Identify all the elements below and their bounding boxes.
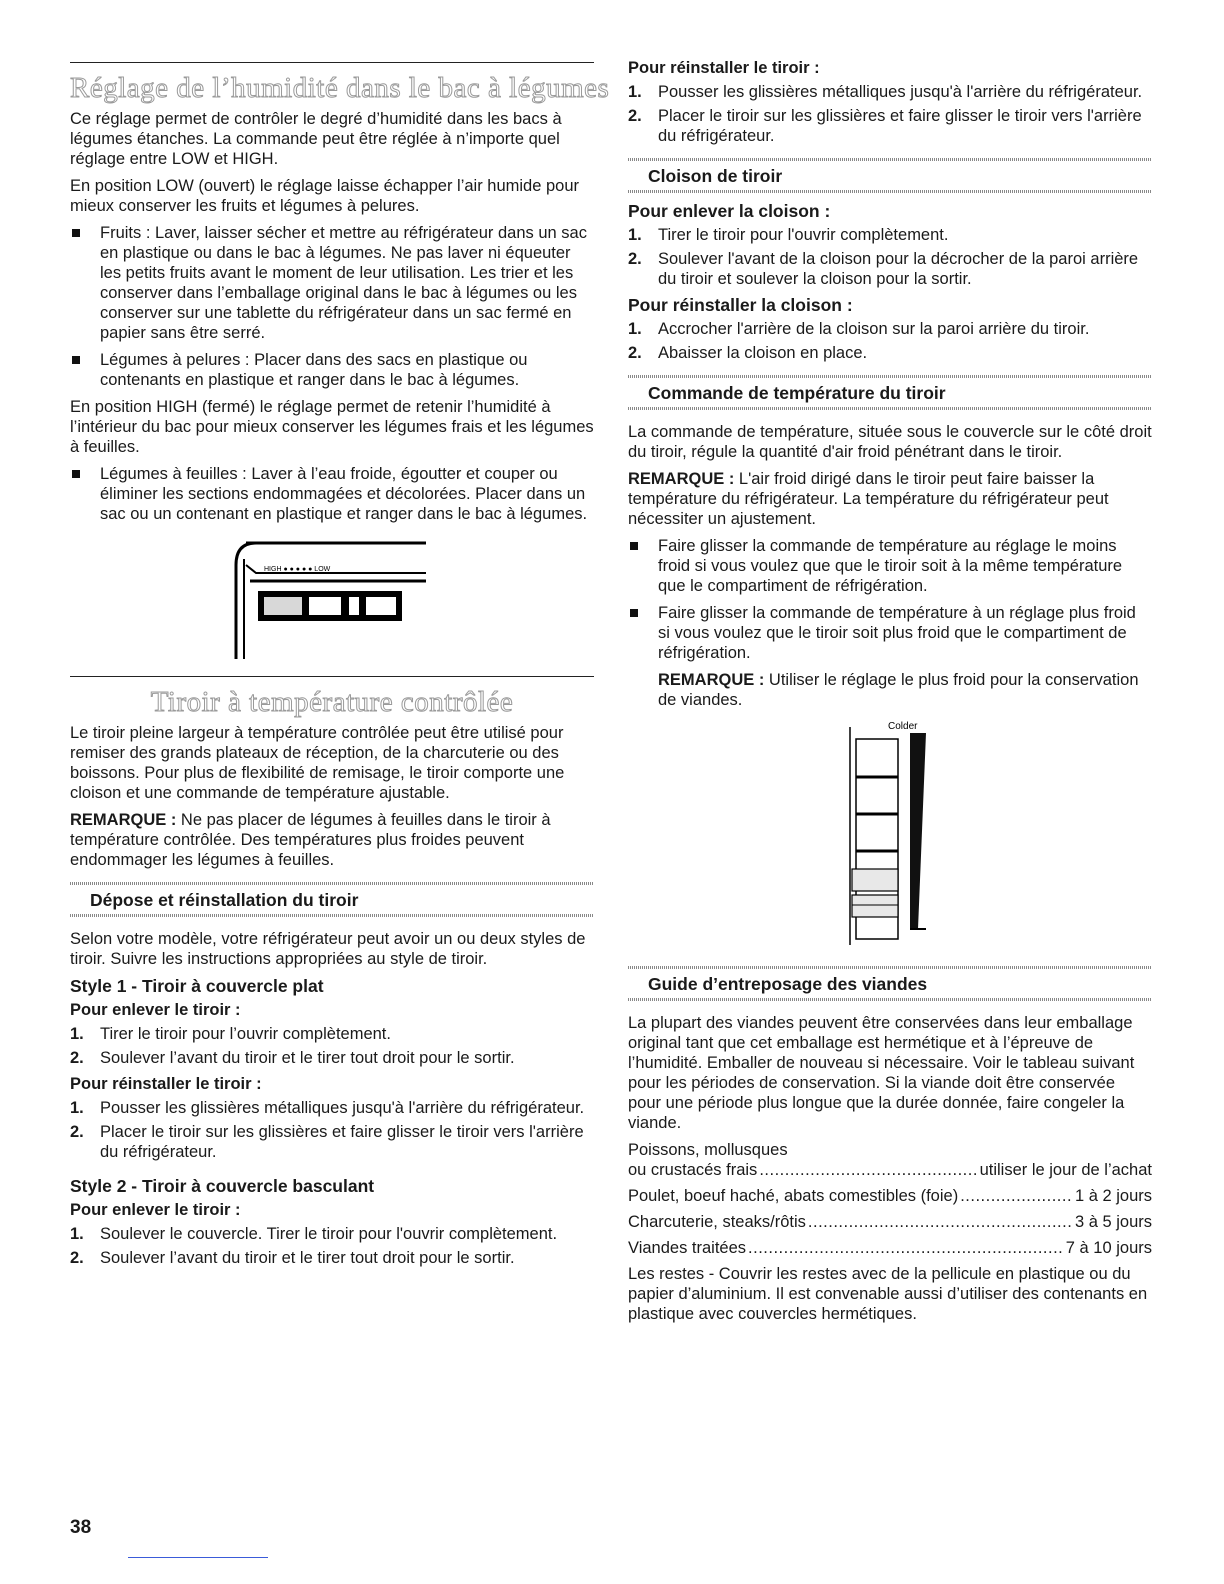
hatched-divider — [628, 966, 1152, 969]
hatched-divider — [628, 158, 1152, 161]
style1-remove-steps — [70, 1024, 594, 1068]
style1-reinstall-steps — [70, 1098, 594, 1162]
note-text: Ne pas placer de légumes à feuilles dans le tiroir à température contrôlée. Des températures plus froides peuvent endommager les légumes à feuilles. — [70, 811, 551, 869]
temp-control-paragraph: La commande de température, située sous le couvercle sur le côté droit du tiroir, régule la quantité d'air froid pénétrant dans le tiroir. — [628, 423, 1152, 461]
divider-reinstall-steps — [628, 319, 1152, 363]
hatched-divider — [628, 407, 1152, 410]
section-rule — [70, 62, 594, 63]
right-column — [628, 0, 1152, 1331]
table-row: ou crustacés frais ..... utiliser le jour de l’achat — [628, 1160, 1152, 1180]
drawer-section-title: Tiroir à température contrôlée — [150, 686, 514, 718]
left-column — [70, 0, 610, 1274]
humidity-paragraph-1: Ce réglage permet de contrôler le degré d’humidité dans les bacs à légumes étanches. La commande peut être réglée à n’importe quel réglage entre LOW et HIGH. — [70, 110, 562, 168]
section-rule — [70, 676, 594, 677]
list-item: Légumes à feuilles : Laver à l’eau froide, égoutter et couper ou éliminer les sections endommagées et décolorées. Placer dans un sac ou un contenant en plastique et ranger dans le bac à légumes. — [70, 464, 594, 524]
reinstall-heading: Pour réinstaller le tiroir : — [70, 1075, 262, 1093]
hatched-divider — [70, 882, 594, 885]
drawer-note — [70, 810, 594, 870]
humidity-paragraph-3: En position HIGH (fermé) le réglage permet de retenir l’humidité à l’intérieur du bac pour mieux conserver les légumes frais et les légumes à feuilles. — [70, 398, 594, 456]
humidity-control-figure — [70, 531, 594, 667]
divider-section-title: Cloison de tiroir — [648, 166, 783, 186]
list-item: Faire glisser la commande de température à un réglage plus froid si vous voulez que le tiroir soit plus froid que le compartiment de réfrigération. — [628, 603, 1152, 663]
list-item: Légumes à pelures : Placer dans des sacs en plastique ou contenants en plastique et ranger dans le bac à légumes. — [70, 350, 594, 390]
note-label: REMARQUE : — [658, 671, 765, 689]
hatched-divider — [628, 998, 1152, 1001]
meat-table-header-line: Poissons, mollusques — [628, 1141, 788, 1159]
list-item: 1. Pousser les glissières métalliques jusqu'à l'arrière du réfrigérateur. — [70, 1099, 585, 1117]
list-item: 1. Pousser les glissières métalliques jusqu'à l'arrière du réfrigérateur. — [628, 83, 1143, 101]
low-setting-list — [70, 223, 594, 390]
table-row: Poulet, boeuf haché, abats comestibles (foie) ..... 1 à 2 jours — [628, 1186, 1152, 1206]
meat-paragraph: La plupart des viandes peuvent être conservées dans leur emballage original tant que cet emballage est hermétique et à l’épreuve de l’humidité. Emballer de nouveau si nécessaire. Voir le tableau suivant pour les périodes de conservation. Si la viande doit être conservée pour une période plus longue que la durée donnée, faire congeler la viande. — [628, 1014, 1135, 1132]
temperature-control-figure — [628, 717, 1152, 945]
list-item: 2. Soulever l'avant de la cloison pour la décrocher de la paroi arrière du tiroir et soulever la cloison pour la sortir. — [628, 250, 1139, 288]
style1-heading: Style 1 - Tiroir à couvercle plat — [70, 976, 324, 996]
hatched-divider — [628, 190, 1152, 193]
temp-control-note — [628, 469, 1152, 529]
humidity-scale-label: HIGH ● ● ● ● ● LOW — [264, 566, 331, 573]
removal-intro: Selon votre modèle, votre réfrigérateur peut avoir un ou deux styles de tiroir. Suivre les instructions appropriées au style de tiroir. — [70, 930, 586, 968]
colder-label: Colder — [888, 721, 918, 732]
temp-control-list — [628, 536, 1152, 663]
list-item: 2. Placer le tiroir sur les glissières et faire glisser le tiroir vers l'arrière du réfrigérateur. — [628, 107, 1142, 145]
list-item: 2. Soulever l’avant du tiroir et le tirer tout droit pour le sortir. — [70, 1249, 515, 1267]
list-item: 2. Placer le tiroir sur les glissières et faire glisser le tiroir vers l'arrière du réfrigérateur. — [70, 1123, 584, 1161]
high-setting-list — [70, 464, 594, 524]
reinstall-heading: Pour réinstaller le tiroir : — [628, 59, 820, 77]
leftovers-paragraph: Les restes - Couvrir les restes avec de la pellicule en plastique ou du papier d’aluminium. Il est convenable aussi d’utiliser des contenants en plastique avec couvercles hermétiques. — [628, 1265, 1148, 1323]
note-text: L'air froid dirigé dans le tiroir peut faire baisser la température du réfrigérateur. La température du réfrigérateur peut nécessiter un ajustement. — [628, 470, 1109, 528]
meat-section-title: Guide d’entreposage des viandes — [648, 974, 928, 994]
remove-divider-heading: Pour enlever la cloison : — [628, 201, 831, 221]
list-item: 2. Soulever l’avant du tiroir et le tirer tout droit pour le sortir. — [70, 1049, 515, 1067]
temp-control-note-2 — [628, 670, 1152, 710]
list-item: Faire glisser la commande de température au réglage le moins froid si vous voulez que que le tiroir soit à la même température que le compartiment de réfrigération. — [628, 536, 1152, 596]
table-row: Viandes traitées ..... 7 à 10 jours — [628, 1238, 1152, 1258]
list-item: 1. Tirer le tiroir pour l'ouvrir complètement. — [628, 226, 949, 244]
humidity-paragraph-2: En position LOW (ouvert) le réglage laisse échapper l’air humide pour mieux conserver les fruits et légumes à pelures. — [70, 177, 580, 215]
note-text: Utiliser le réglage le plus froid pour la conservation de viandes. — [658, 671, 1139, 709]
remove-heading: Pour enlever le tiroir : — [70, 1001, 241, 1019]
removal-section-title: Dépose et réinstallation du tiroir — [90, 890, 359, 910]
page-number: 38 — [70, 1517, 92, 1538]
note-label: REMARQUE : — [70, 811, 177, 829]
meat-storage-table — [628, 1160, 1152, 1258]
table-row: Charcuterie, steaks/rôtis ..... 3 à 5 jours — [628, 1212, 1152, 1232]
list-item: Fruits : Laver, laisser sécher et mettre au réfrigérateur dans un sac en plastique ou dans le bac à légumes. Ne pas laver ni équeuter les petits fruits avant le moment de leur utilisation. Les trier et les conserver dans l’emballage original dans le bac à légumes ou les conserver sur une tablette du réfrigérateur dans un sac fermé en papier sans être serré. — [70, 223, 594, 343]
hatched-divider — [70, 914, 594, 917]
list-item: 1. Accrocher l'arrière de la cloison sur la paroi arrière du tiroir. — [628, 320, 1090, 338]
drawer-paragraph: Le tiroir pleine largeur à température contrôlée peut être utilisé pour remiser des grands plateaux de réception, de la charcuterie ou des boissons. Pour plus de flexibilité de remisage, le tiroir comporte une cloison et une commande de température ajustable. — [70, 724, 565, 802]
divider-remove-steps — [628, 225, 1152, 289]
footer-line — [128, 1557, 268, 1558]
list-item: 2. Abaisser la cloison en place. — [628, 344, 868, 362]
humidity-section-title: Réglage de l’humidité dans le bac à légumes — [70, 72, 610, 104]
remove-heading: Pour enlever le tiroir : — [70, 1201, 241, 1219]
style2-remove-steps — [70, 1224, 594, 1268]
note-label: REMARQUE : — [628, 470, 735, 488]
hatched-divider — [628, 375, 1152, 378]
list-item: 1. Soulever le couvercle. Tirer le tiroir pour l'ouvrir complètement. — [70, 1225, 558, 1243]
reinstall-divider-heading: Pour réinstaller la cloison : — [628, 295, 853, 315]
list-item: 1. Tirer le tiroir pour l’ouvrir complètement. — [70, 1025, 391, 1043]
temp-control-section-title: Commande de température du tiroir — [648, 383, 946, 403]
style2-reinstall-steps — [628, 82, 1152, 146]
style2-heading: Style 2 - Tiroir à couvercle basculant — [70, 1176, 375, 1196]
